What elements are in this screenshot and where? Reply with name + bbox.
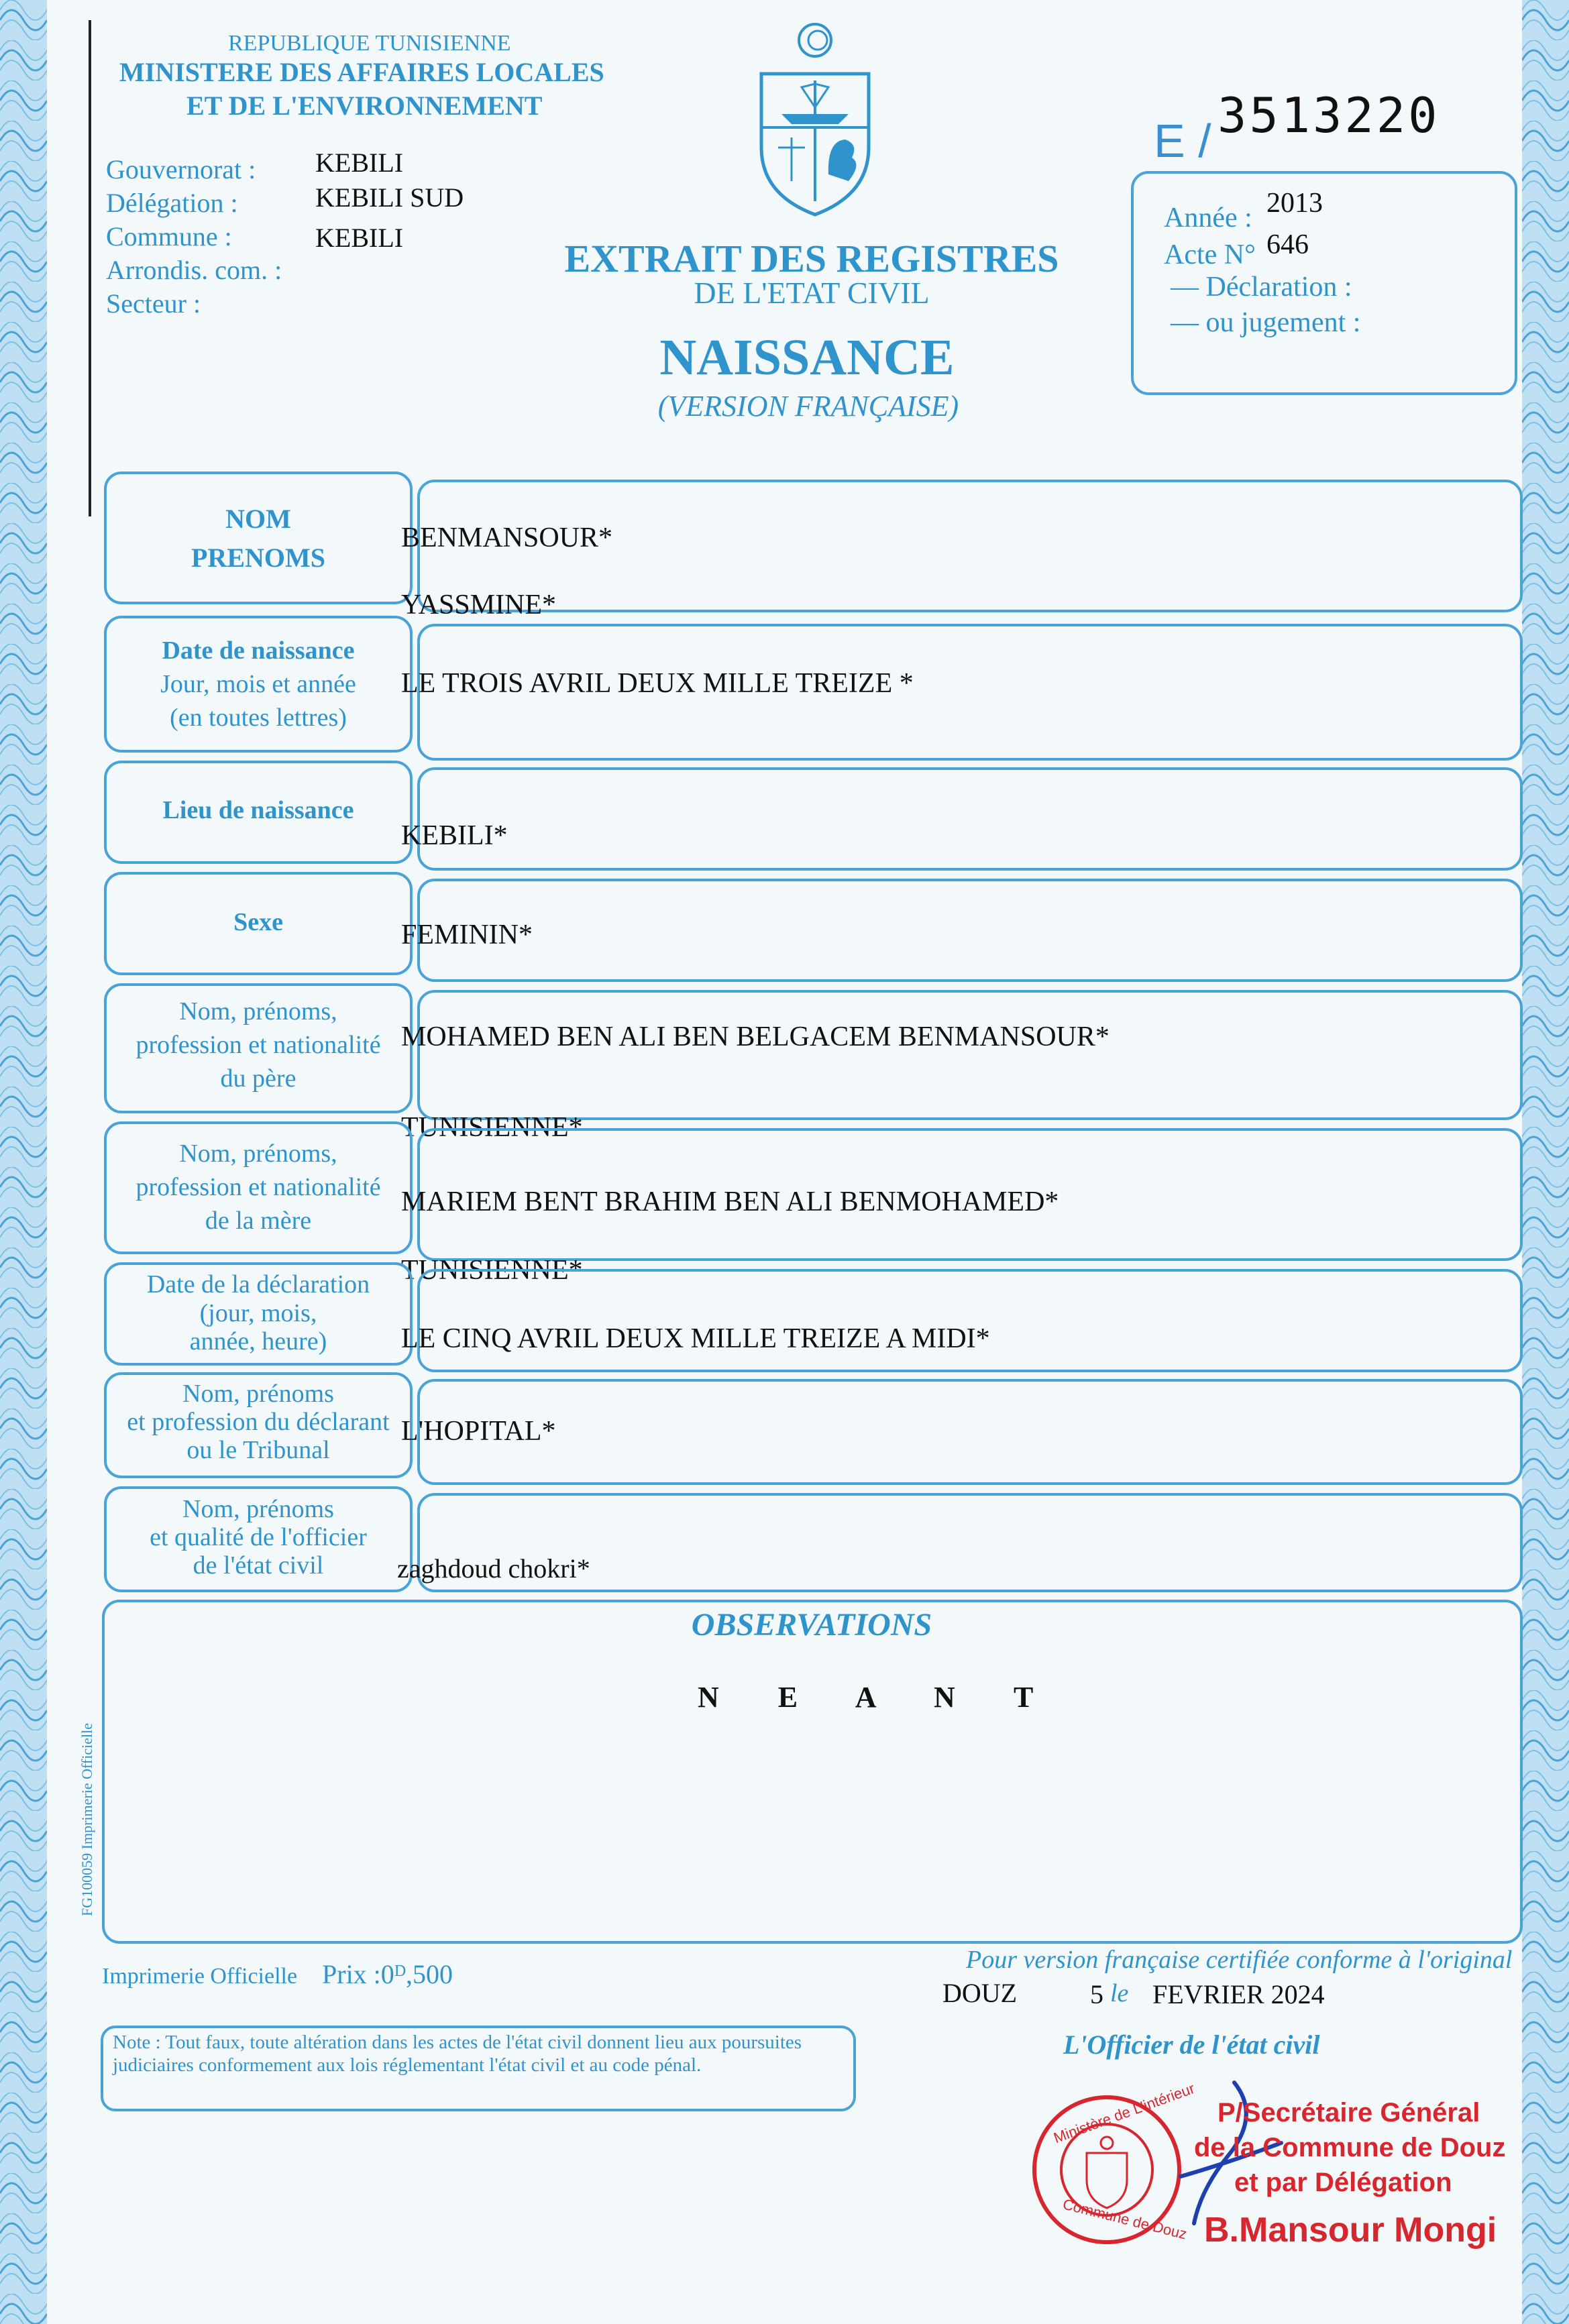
side-code: FG100059 Imprimerie Officielle [78,1723,95,1916]
ministry-line1: MINISTERE DES AFFAIRES LOCALES [119,57,604,87]
declaration-value-box [417,1269,1523,1372]
decl-label3: année, heure) [189,1327,327,1355]
secteur-label: Secteur : [106,288,201,319]
prix-label: Prix :0ᴰ,500 [322,1959,453,1989]
title-naissance: NAISSANCE [659,329,955,386]
annee-label: Année : [1164,203,1252,233]
stamp-line2: de la Commune de Douz [1194,2133,1506,2162]
month-year: FEVRIER 2024 [1152,1979,1325,2009]
mere-nationality: TUNISIENNE* [401,1255,583,1286]
gouvernorat-label: Gouvernorat : [106,154,256,184]
gouvernorat-value: KEBILI [315,148,404,178]
officier-value: zaghdoud chokri* [397,1553,590,1584]
seal-ring-top: Ministère de L'intérieur [1051,2079,1197,2147]
lieu-label: Lieu de naissance [162,796,354,824]
tunisia-coat-of-arms-icon [748,20,882,218]
pere-nationality: TUNISIENNE* [401,1112,583,1143]
le-word: le [1110,1979,1129,2007]
title-version: (VERSION FRANÇAISE) [657,390,959,423]
imprimerie-label: Imprimerie Officielle [102,1964,298,1989]
prenoms-value: YASSMINE* [401,590,557,620]
declarant-value-box [417,1379,1523,1485]
lieu-value-box [417,767,1523,871]
dob-label2: Jour, mois et année [160,670,356,698]
stamp-line3: et par Délégation [1234,2168,1452,2197]
nom-value: BENMANSOUR* [401,522,613,553]
observations-title: OBSERVATIONS [691,1607,932,1643]
pere-value-box [417,990,1523,1120]
officier-label3: de l'état civil [193,1551,324,1580]
nom-label-box [104,472,413,604]
place: DOUZ [942,1978,1018,2008]
title-etat-civil: DE L'ETAT CIVIL [694,276,930,310]
pere-label1: Nom, prénoms, [179,997,337,1026]
serial-prefix: E / [1154,115,1211,167]
sexe-label: Sexe [233,908,283,936]
prenoms-label: PRENOMS [191,543,325,573]
stamp-line4: B.Mansour Mongi [1204,2211,1497,2250]
observations-value: N E A N T [698,1681,1048,1714]
mere-label2: profession et nationalité [136,1173,381,1201]
nom-label: NOM [225,504,291,534]
commune-label: Commune : [106,221,232,252]
mere-label3: de la mère [205,1207,312,1235]
pere-label2: profession et nationalité [136,1031,381,1059]
officier-label2: et qualité de l'officier [150,1523,367,1551]
dob-label1: Date de naissance [162,637,355,665]
acte-label: Acte N° [1164,239,1256,270]
dob-value: LE TROIS AVRIL DEUX MILLE TREIZE * [401,668,914,699]
declarant-value: L'HOPITAL* [401,1416,556,1447]
annee-value: 2013 [1266,188,1323,219]
mere-label1: Nom, prénoms, [179,1140,337,1168]
arrondis-label: Arrondis. com. : [106,255,282,285]
stamp-line1: P/Secrétaire Général [1218,2098,1480,2127]
declarant-label3: ou le Tribunal [186,1436,330,1464]
acte-value: 646 [1266,229,1309,260]
decl-label2: (jour, mois, [199,1299,317,1327]
jugement-label: — ou jugement : [1171,307,1361,338]
officier-label1: Nom, prénoms [182,1495,334,1523]
delegation-value: KEBILI SUD [315,182,464,213]
declarant-label2: et profession du déclarant [127,1408,390,1436]
observations-box [102,1600,1523,1944]
republic-title: REPUBLIQUE TUNISIENNE [228,31,511,56]
decl-value: LE CINQ AVRIL DEUX MILLE TREIZE A MIDI* [401,1323,990,1354]
mere-value: MARIEM BENT BRAHIM BEN ALI BENMOHAMED* [401,1186,1059,1217]
sexe-value: FEMININ* [401,920,533,950]
title-extrait: EXTRAIT DES REGISTRES [564,237,1059,280]
decl-label1: Date de la déclaration [146,1270,370,1298]
ministry-line2: ET DE L'ENVIRONNEMENT [186,91,543,121]
note-text: Note : Tout faux, toute altération dans les actes de l'état civil donnent lieu aux poursuites judiciaires conformement aux lois réglementant l'état civil et au code pénal. [113,2032,802,2076]
delegation-label: Délégation : [106,188,238,218]
pere-value: MOHAMED BEN ALI BEN BELGACEM BENMANSOUR* [401,1021,1110,1052]
serial-number: 3513220 [1218,87,1440,144]
dob-label3: (en toutes lettres) [170,704,347,732]
pere-label3: du père [220,1064,296,1093]
day: 5 [1090,1979,1103,2009]
declaration-label: — Déclaration : [1171,272,1352,302]
certifiee-text: Pour version française certifiée conforme à l'original [966,1946,1513,1974]
lieu-value: KEBILI* [401,820,508,851]
officier-title: L'Officier de l'état civil [1063,2030,1320,2060]
seal-ring-bottom: Commune de Douz [1061,2195,1189,2243]
declarant-label1: Nom, prénoms [182,1380,334,1408]
sexe-value-box [417,879,1523,982]
commune-value: KEBILI [315,223,404,253]
